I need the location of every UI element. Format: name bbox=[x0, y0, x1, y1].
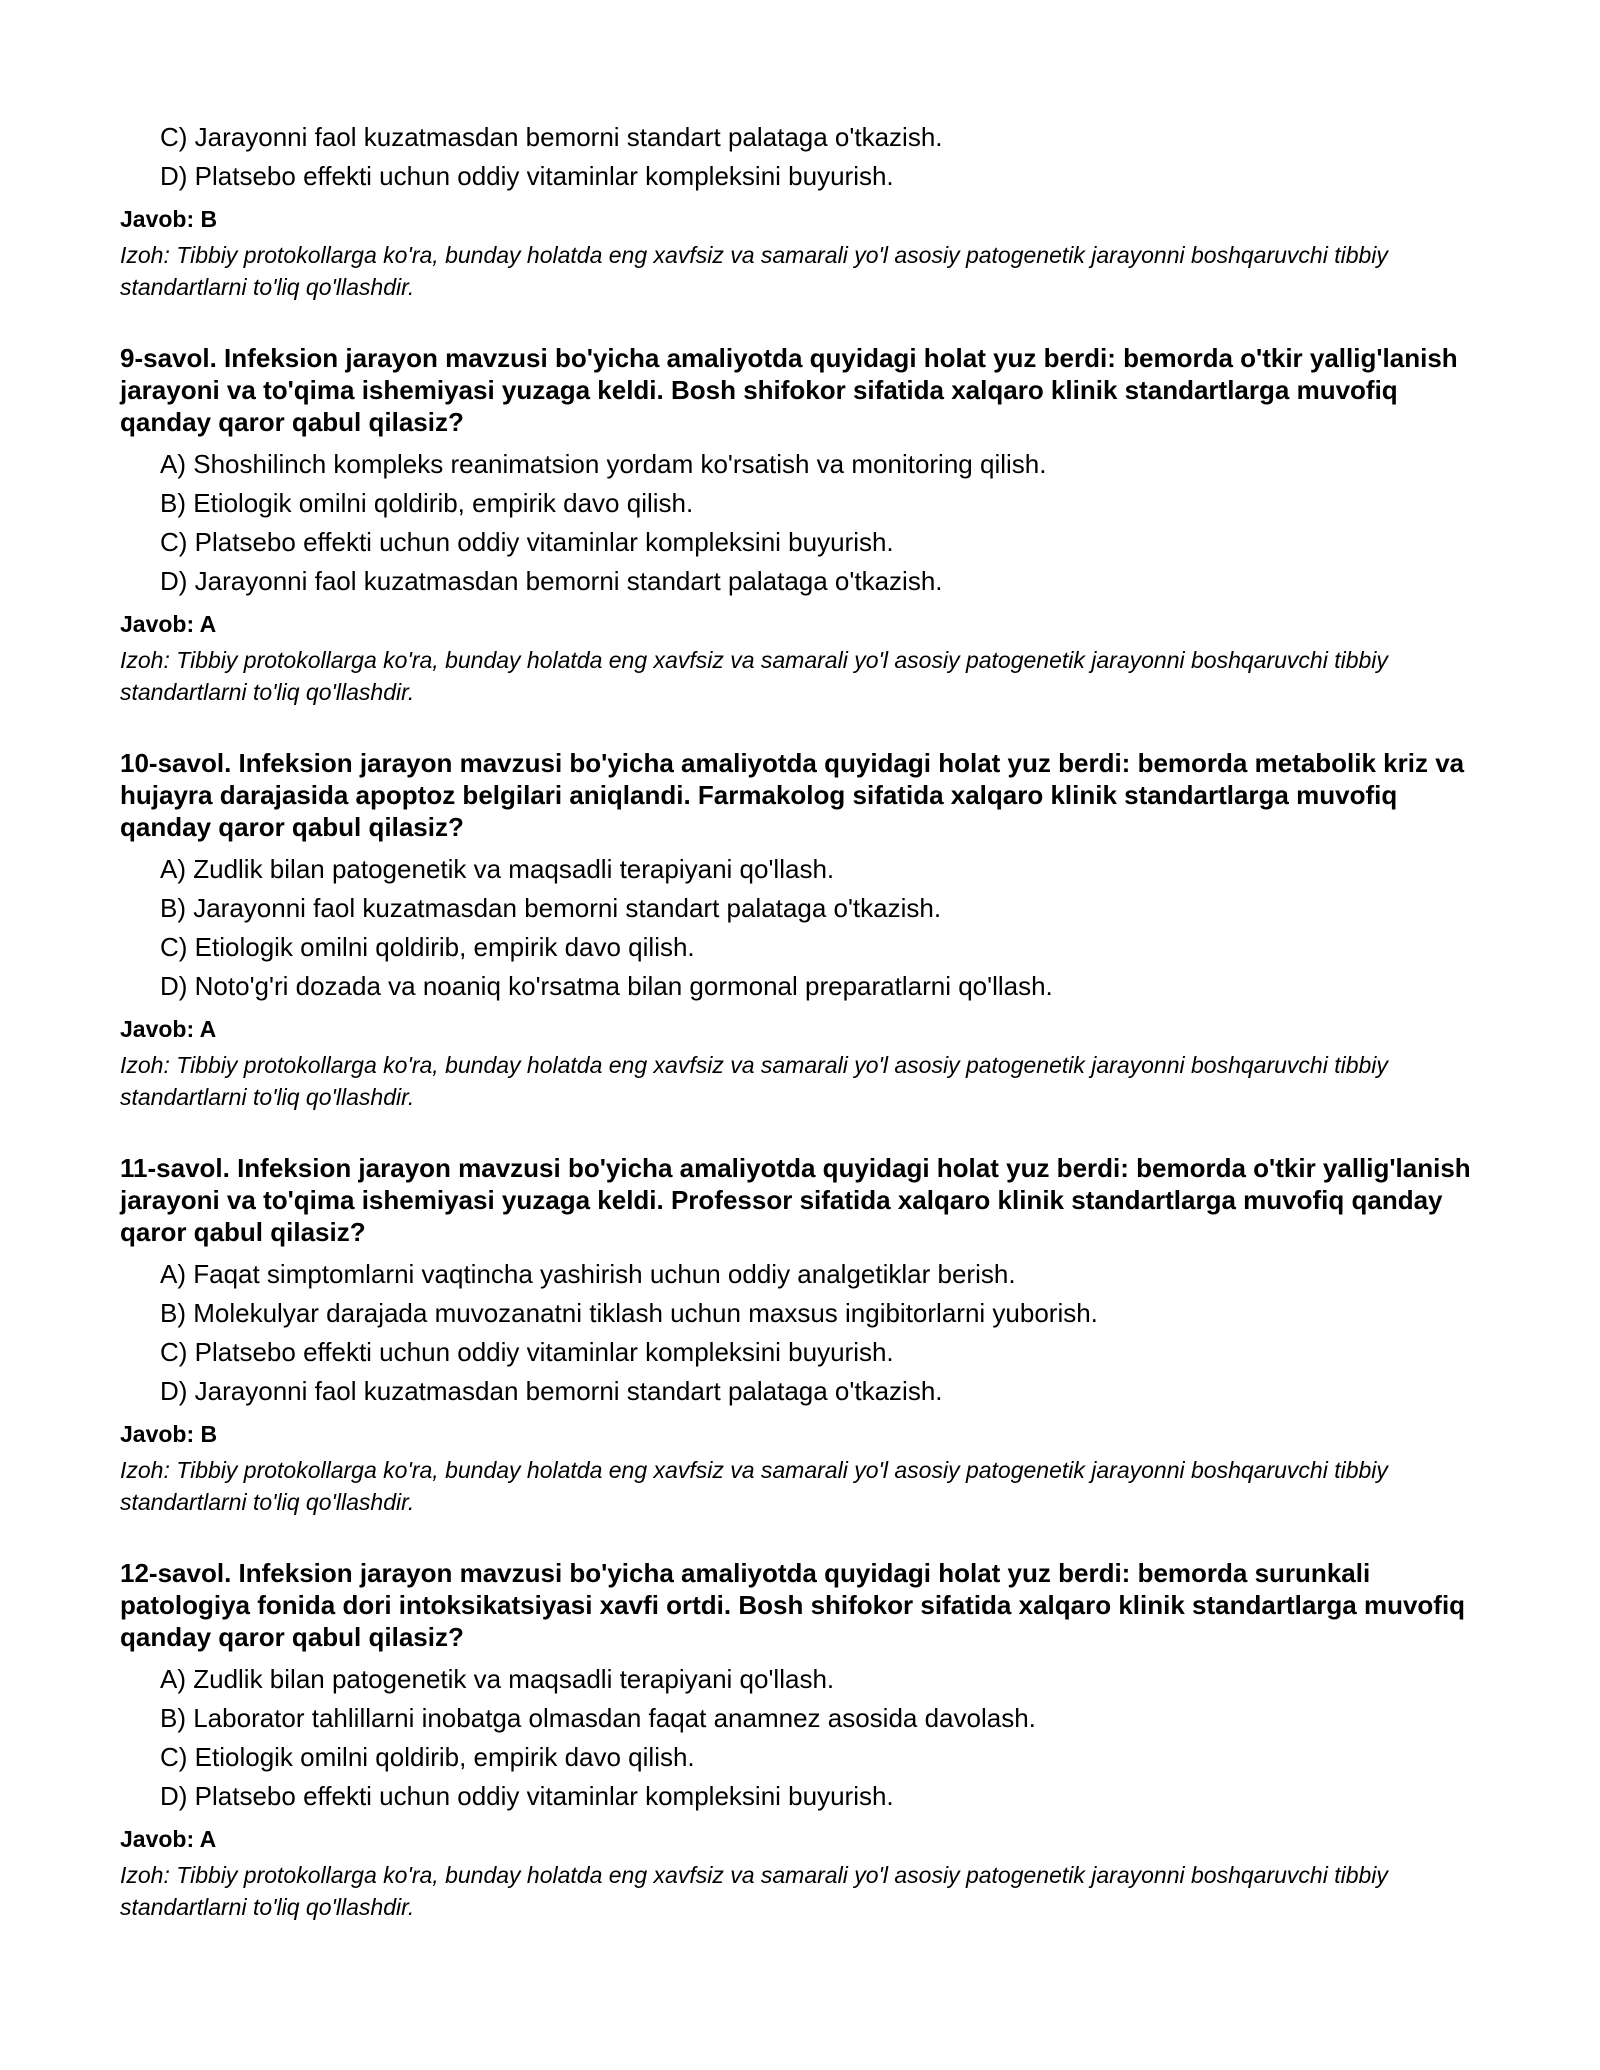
question-text: 11-savol. Infeksion jarayon mavzusi bo'yicha amaliyotda quyidagi holat yuz berdi: bemorda o'tkir yallig'lanish jarayoni va to'qima ishemiyasi yuzaga keldi. Professor sifatida xalqaro klinik standartlarga muvofiq qanday qaror qabul qilasiz? bbox=[120, 1153, 1471, 1247]
explanation-note: Izoh: Tibbiy protokollarga ko'ra, bunday holatda eng xavfsiz va samarali yo'l asosiy patogenetik jarayonni boshqaruvchi tibbiy standartlarni to'liq qo'llashdir. bbox=[120, 242, 1388, 300]
option-list bbox=[120, 1255, 1480, 1411]
option-d: D) Jarayonni faol kuzatmasdan bemorni standart palataga o'tkazish. bbox=[160, 566, 943, 596]
option-list bbox=[120, 445, 1480, 601]
option-c: C) Platsebo effekti uchun oddiy vitaminlar kompleksini buyurish. bbox=[160, 1337, 894, 1367]
option-c: C) Platsebo effekti uchun oddiy vitaminlar kompleksini buyurish. bbox=[160, 527, 894, 557]
option-c: C) Jarayonni faol kuzatmasdan bemorni standart palataga o'tkazish. bbox=[160, 122, 943, 152]
explanation-note: Izoh: Tibbiy protokollarga ko'ra, bunday holatda eng xavfsiz va samarali yo'l asosiy patogenetik jarayonni boshqaruvchi tibbiy standartlarni to'liq qo'llashdir. bbox=[120, 1862, 1388, 1920]
explanation-note: Izoh: Tibbiy protokollarga ko'ra, bunday holatda eng xavfsiz va samarali yo'l asosiy patogenetik jarayonni boshqaruvchi tibbiy standartlarni to'liq qo'llashdir. bbox=[120, 1457, 1388, 1515]
question-block-10 bbox=[120, 747, 1480, 1113]
question-block-9 bbox=[120, 342, 1480, 708]
answer-label: Javob: A bbox=[120, 611, 217, 637]
document-page bbox=[120, 118, 1480, 1962]
option-b: B) Jarayonni faol kuzatmasdan bemorni standart palataga o'tkazish. bbox=[160, 893, 942, 923]
option-list bbox=[120, 850, 1480, 1006]
option-a: A) Shoshilinch kompleks reanimatsion yordam ko'rsatish va monitoring qilish. bbox=[160, 449, 1047, 479]
question-text: 12-savol. Infeksion jarayon mavzusi bo'yicha amaliyotda quyidagi holat yuz berdi: bemorda surunkali patologiya fonida dori intoksikatsiyasi xavfi ortdi. Bosh shifokor sifatida xalqaro klinik standartlarga muvofiq qanday qaror qabul qilasiz? bbox=[120, 1558, 1466, 1652]
answer-label: Javob: A bbox=[120, 1016, 217, 1042]
question-text: 9-savol. Infeksion jarayon mavzusi bo'yicha amaliyotda quyidagi holat yuz berdi: bemorda o'tkir yallig'lanish jarayoni va to'qima ishemiyasi yuzaga keldi. Bosh shifokor sifatida xalqaro klinik standartlarga muvofiq qanday qaror qabul qilasiz? bbox=[120, 343, 1458, 437]
explanation-note: Izoh: Tibbiy protokollarga ko'ra, bunday holatda eng xavfsiz va samarali yo'l asosiy patogenetik jarayonni boshqaruvchi tibbiy standartlarni to'liq qo'llashdir. bbox=[120, 1052, 1388, 1110]
option-c: C) Etiologik omilni qoldirib, empirik davo qilish. bbox=[160, 1742, 695, 1772]
question-block-8-tail bbox=[120, 118, 1480, 303]
answer-label: Javob: B bbox=[120, 206, 218, 232]
option-d: D) Platsebo effekti uchun oddiy vitaminlar kompleksini buyurish. bbox=[160, 1781, 894, 1811]
option-a: A) Zudlik bilan patogenetik va maqsadli terapiyani qo'llash. bbox=[160, 854, 835, 884]
question-block-11 bbox=[120, 1152, 1480, 1518]
option-c: C) Etiologik omilni qoldirib, empirik davo qilish. bbox=[160, 932, 695, 962]
option-a: A) Zudlik bilan patogenetik va maqsadli terapiyani qo'llash. bbox=[160, 1664, 835, 1694]
answer-label: Javob: A bbox=[120, 1826, 217, 1852]
question-text: 10-savol. Infeksion jarayon mavzusi bo'yicha amaliyotda quyidagi holat yuz berdi: bemorda metabolik kriz va hujayra darajasida apoptoz belgilari aniqlandi. Farmakolog sifatida xalqaro klinik standartlarga muvofiq qanday qaror qabul qilasiz? bbox=[120, 748, 1465, 842]
option-d: D) Platsebo effekti uchun oddiy vitaminlar kompleksini buyurish. bbox=[160, 161, 894, 191]
explanation-note: Izoh: Tibbiy protokollarga ko'ra, bunday holatda eng xavfsiz va samarali yo'l asosiy patogenetik jarayonni boshqaruvchi tibbiy standartlarni to'liq qo'llashdir. bbox=[120, 647, 1388, 705]
option-list bbox=[120, 118, 1480, 196]
option-d: D) Noto'g'ri dozada va noaniq ko'rsatma bilan gormonal preparatlarni qo'llash. bbox=[160, 971, 1053, 1001]
option-b: B) Molekulyar darajada muvozanatni tiklash uchun maxsus ingibitorlarni yuborish. bbox=[160, 1298, 1098, 1328]
option-d: D) Jarayonni faol kuzatmasdan bemorni standart palataga o'tkazish. bbox=[160, 1376, 943, 1406]
option-b: B) Etiologik omilni qoldirib, empirik davo qilish. bbox=[160, 488, 694, 518]
option-list bbox=[120, 1660, 1480, 1816]
question-block-12 bbox=[120, 1557, 1480, 1923]
option-b: B) Laborator tahlillarni inobatga olmasdan faqat anamnez asosida davolash. bbox=[160, 1703, 1036, 1733]
answer-label: Javob: B bbox=[120, 1421, 218, 1447]
option-a: A) Faqat simptomlarni vaqtincha yashirish uchun oddiy analgetiklar berish. bbox=[160, 1259, 1016, 1289]
